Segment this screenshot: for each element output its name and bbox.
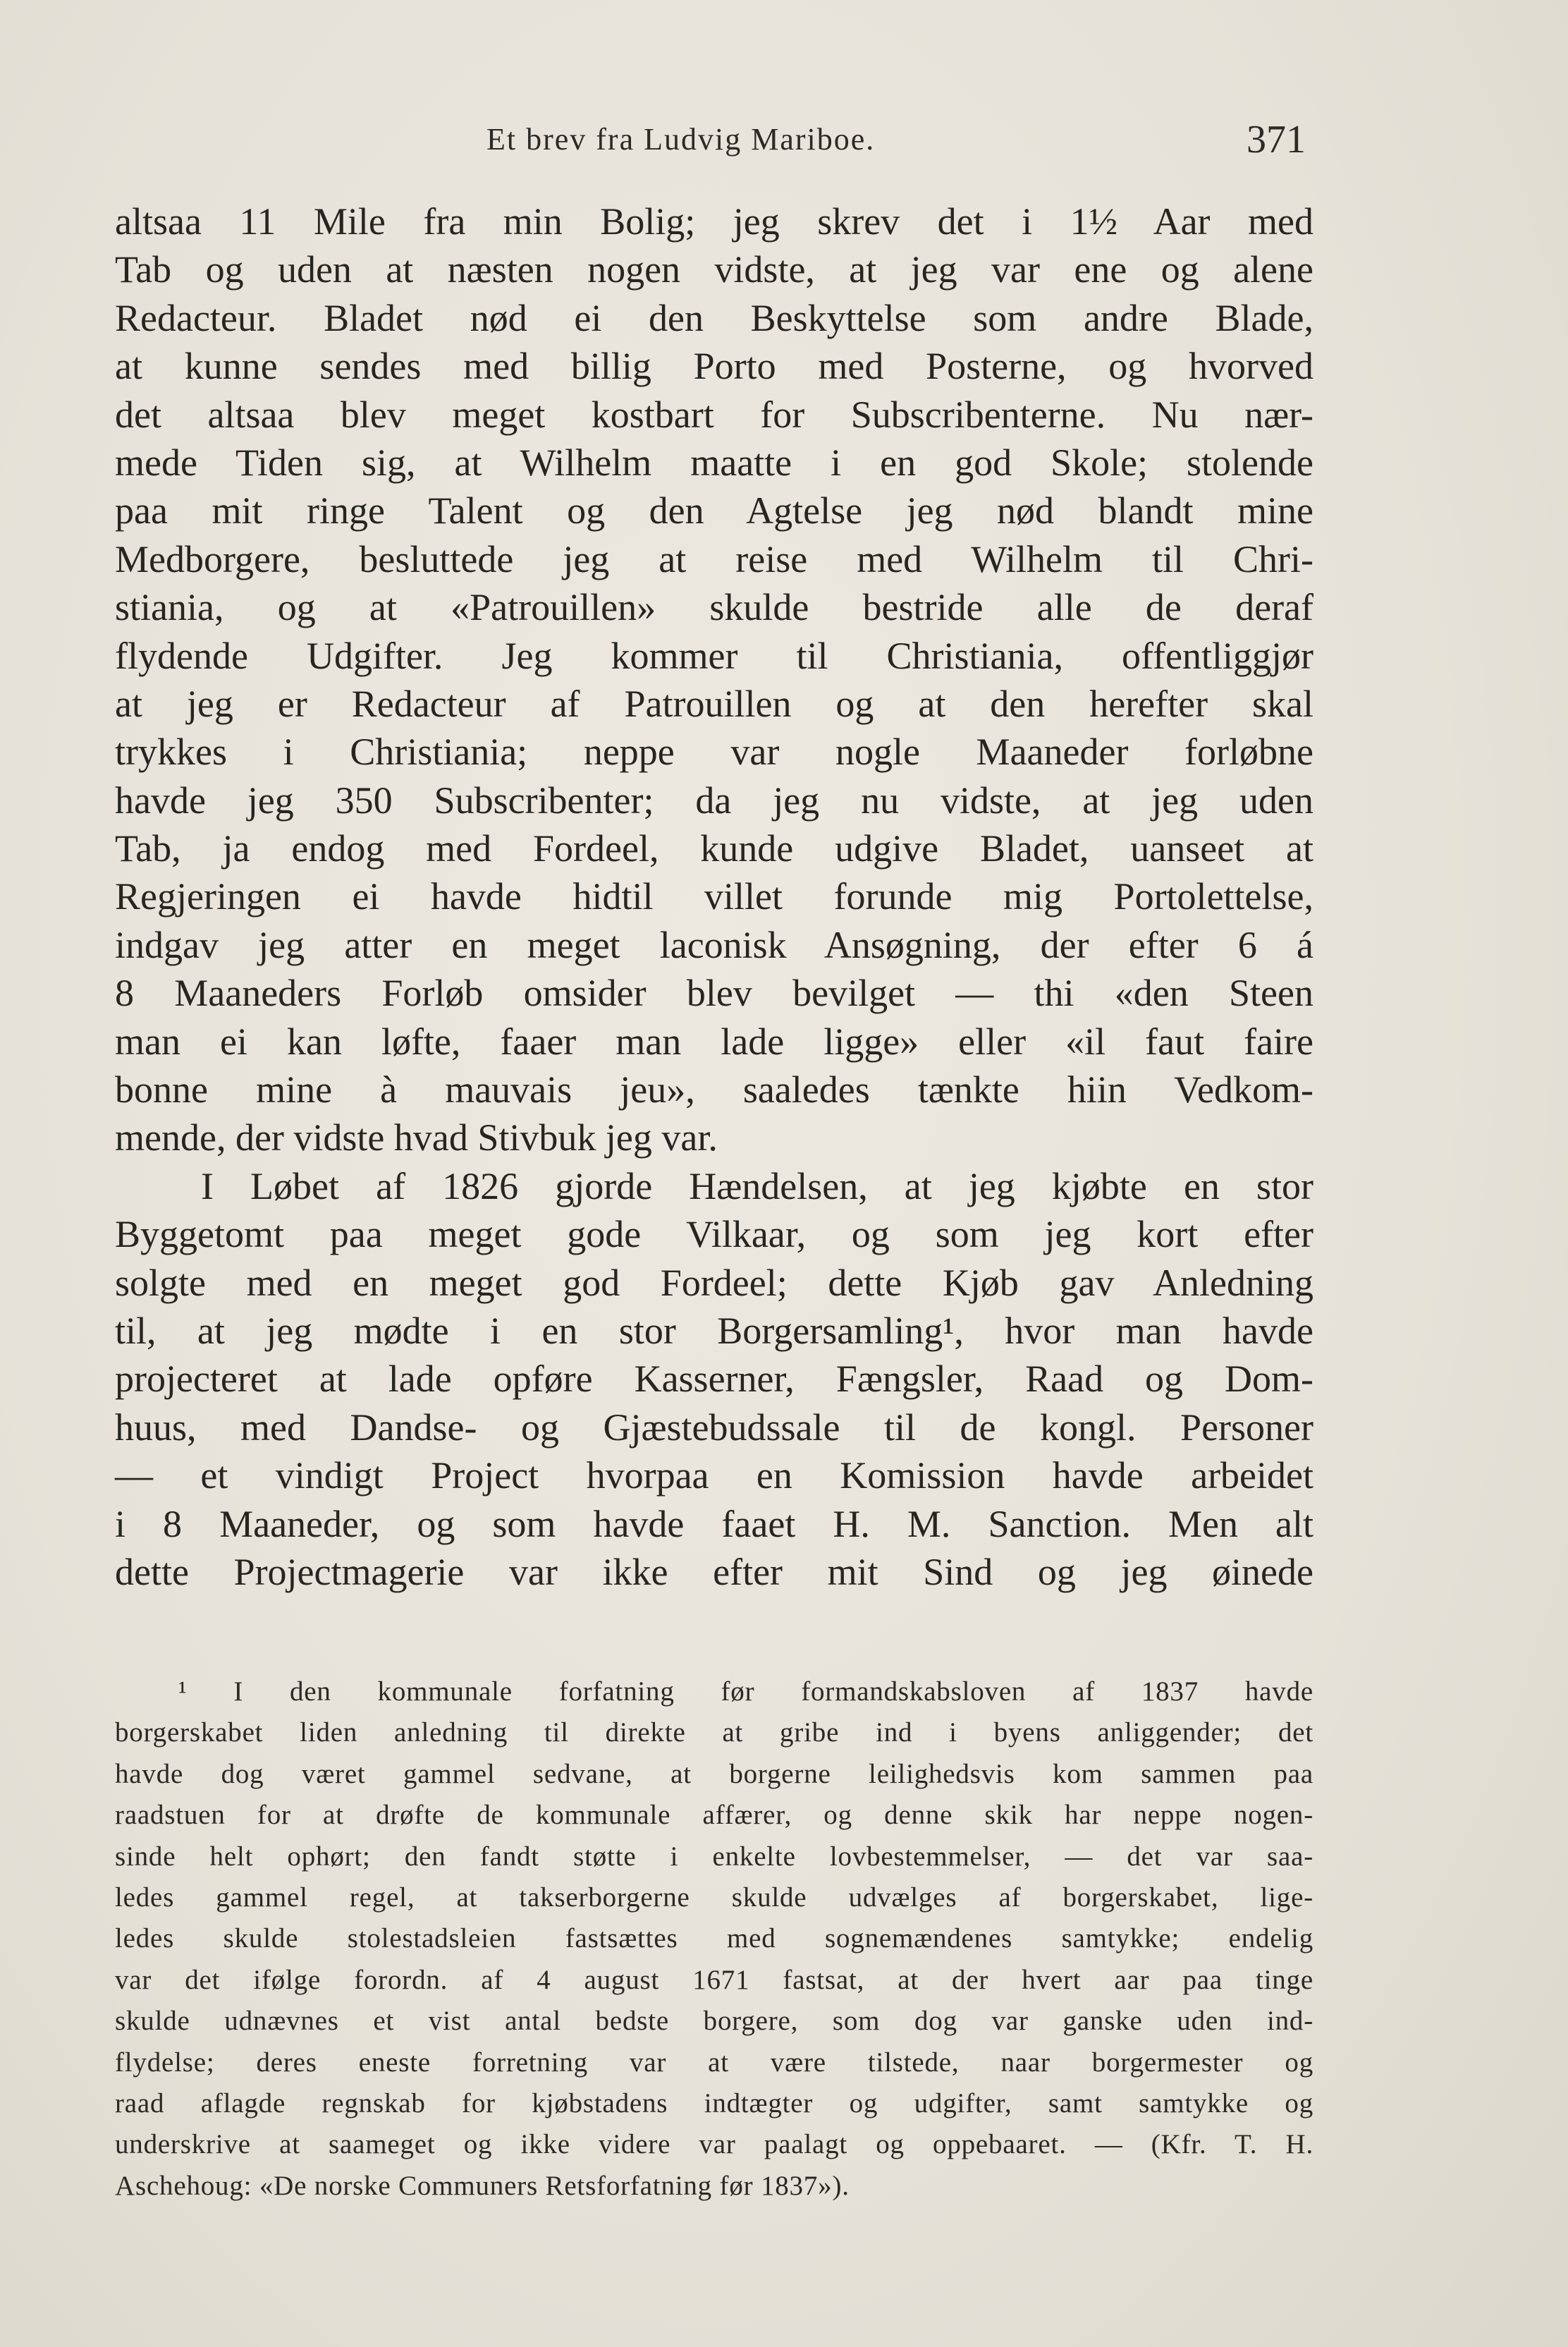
- text-line: Byggetomt paa meget gode Vilkaar, og som jeg kort efter: [115, 1213, 1313, 1256]
- text-line: trykkes i Christiania; neppe var nogle Maaneder forløbne: [115, 731, 1313, 774]
- text-line: at kunne sendes med billig Porto med Posterne, og hvorved: [115, 345, 1313, 388]
- text-line: indgav jeg atter en meget laconisk Ansøgning, der efter 6 á: [115, 923, 1313, 966]
- paragraph-start-line: I Løbet af 1826 gjorde Hændelsen, at jeg kjøbte en stor: [201, 1164, 1313, 1207]
- paragraph-end-line: mende, der vidste hvad Stivbuk jeg var.: [115, 1116, 718, 1159]
- page-header: [486, 117, 1325, 166]
- running-title: Et brev fra Ludvig Mariboe.: [486, 122, 876, 157]
- main-text: [115, 197, 1313, 1596]
- text-line: i 8 Maaneder, og som havde faaet H. M. Sanction. Men alt: [115, 1502, 1313, 1545]
- text-line: flydende Udgifter. Jeg kommer til Christiania, offentliggjør: [115, 634, 1313, 677]
- footnote-line: ledes skulde stolestadsleien fastsættes med sognemændenes samtykke; endelig: [115, 1923, 1313, 1954]
- text-line: 8 Maaneders Forløb omsider blev bevilget — thi «den Steen: [115, 972, 1313, 1015]
- text-line: stiania, og at «Patrouillen» skulde bestride alle de deraf: [115, 586, 1313, 629]
- text-line: projecteret at lade opføre Kasserner, Fængsler, Raad og Dom-: [115, 1358, 1313, 1401]
- text-line: at jeg er Redacteur af Patrouillen og at den herefter skal: [115, 682, 1313, 725]
- text-line: — et vindigt Project hvorpaa en Komission havde arbeidet: [115, 1454, 1313, 1497]
- text-line: dette Projectmagerie var ikke efter mit Sind og jeg øinede: [115, 1550, 1313, 1593]
- text-line: bonne mine à mauvais jeu», saaledes tænkte hiin Vedkom-: [115, 1068, 1313, 1111]
- footnote-line: borgerskabet liden anledning til direkte at gribe ind i byens anliggender; det: [115, 1717, 1313, 1748]
- text-line: Tab og uden at næsten nogen vidste, at jeg var ene og alene: [115, 248, 1313, 291]
- page-number: 371: [1247, 118, 1306, 161]
- footnote-line: var det ifølge forordn. af 4 august 1671 fastsat, at der hvert aar paa tinge: [115, 1964, 1313, 1995]
- text-line: huus, med Dandse- og Gjæstebudssale til de kongl. Personer: [115, 1406, 1313, 1449]
- text-line: til, at jeg mødte i en stor Borgersamling¹, hvor man havde: [115, 1309, 1313, 1352]
- text-line: paa mit ringe Talent og den Agtelse jeg nød blandt mine: [115, 489, 1313, 532]
- text-line: Medborgere, besluttede jeg at reise med Wilhelm til Chri-: [115, 537, 1313, 580]
- text-line: altsaa 11 Mile fra min Bolig; jeg skrev det i 1½ Aar med: [115, 200, 1313, 243]
- footnote-line: flydelse; deres eneste forretning var at være tilstede, naar borgermester og: [115, 2047, 1313, 2078]
- footnote-line: sinde helt ophørt; den fandt støtte i enkelte lovbestemmelser, — det var saa-: [115, 1841, 1313, 1872]
- footnote-line: havde dog været gammel sedvane, at borgerne leilighedsvis kom sammen paa: [115, 1758, 1313, 1789]
- footnote: [115, 1671, 1313, 2207]
- text-line: Regjeringen ei havde hidtil villet forunde mig Portolettelse,: [115, 875, 1313, 918]
- footnote-line: ¹ I den kommunale forfatning før formandskabsloven af 1837 havde: [178, 1676, 1313, 1707]
- footnote-line: underskrive at saameget og ikke videre var paalagt og oppebaaret. — (Kfr. T. H.: [115, 2129, 1313, 2160]
- footnote-line: ledes gammel regel, at takserborgerne skulde udvælges af borgerskabet, lige-: [115, 1882, 1313, 1913]
- text-line: havde jeg 350 Subscribenter; da jeg nu vidste, at jeg uden: [115, 779, 1313, 822]
- footnote-line: raad aflagde regnskab for kjøbstadens indtægter og udgifter, samt samtykke og: [115, 2087, 1313, 2119]
- text-line: solgte med en meget god Fordeel; dette Kjøb gav Anledning: [115, 1261, 1313, 1304]
- text-line: man ei kan løfte, faaer man lade ligge» eller «il faut faire: [115, 1020, 1313, 1063]
- footnote-line: skulde udnævnes et vist antal bedste borgere, som dog var ganske uden ind-: [115, 2006, 1313, 2037]
- text-line: Tab, ja endog med Fordeel, kunde udgive Bladet, uanseet at: [115, 827, 1313, 870]
- text-line: mede Tiden sig, at Wilhelm maatte i en god Skole; stolende: [115, 441, 1313, 484]
- footnote-line: raadstuen for at drøfte de kommunale affærer, og denne skik har neppe nogen-: [115, 1800, 1313, 1831]
- footnote-line: Aschehoug: «De norske Communers Retsforfatning før 1837»).: [115, 2170, 850, 2201]
- text-line: det altsaa blev meget kostbart for Subscribenterne. Nu nær-: [115, 393, 1313, 436]
- text-line: Redacteur. Bladet nød ei den Beskyttelse som andre Blade,: [115, 296, 1313, 339]
